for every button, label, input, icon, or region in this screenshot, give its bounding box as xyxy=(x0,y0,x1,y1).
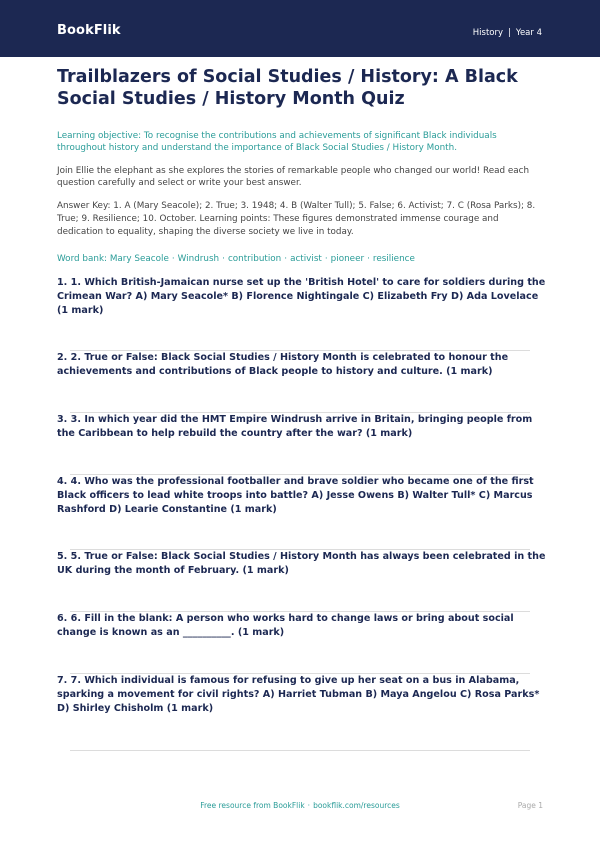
intro-text: Join Ellie the elephant as she explores the stories of remarkable people who changed our world! Read each question carefully and select or write your best answer. xyxy=(57,166,530,188)
word-bank-item: resilience xyxy=(372,254,415,264)
word-bank-item: pioneer xyxy=(330,254,365,264)
page-footer xyxy=(0,801,600,815)
meta-separator: | xyxy=(508,28,511,38)
question-1: 1. 1. Which British-Jamaican nurse set up the 'British Hotel' to care for soldiers during the Crimean War? A) Mary Seacole* B) Florence Nightingale C) Elizabeth Fry D) Ada Lovelace (1 mark) xyxy=(57,277,546,316)
footer-link[interactable]: bookflik.com/resources xyxy=(313,801,400,810)
question-2: 2. 2. True or False: Black Social Studies / History Month is celebrated to honour the achievements and contributions of Black people to history and culture. (1 mark) xyxy=(57,352,509,377)
answer-key: Answer Key: 1. A (Mary Seacole); 2. True; 3. 1948; 4. B (Walter Tull); 5. False; 6. Activist; 7. C (Rosa Parks); 8. True; 9. Resilience; 10. October. Learning points: These figures demonstrated immense courage and dedication to equality, shaping the diverse society we live in today. xyxy=(57,201,536,237)
word-bank-label: Word bank: xyxy=(57,254,108,264)
word-bank xyxy=(57,253,547,265)
word-bank-item: Mary Seacole xyxy=(109,254,169,264)
question-5: 5. 5. True or False: Black Social Studies / History Month has always been celebrated in the UK during the month of February. (1 mark) xyxy=(57,551,546,576)
page-header xyxy=(0,0,600,57)
document-intro xyxy=(57,66,547,265)
word-bank-item: contribution xyxy=(227,254,282,264)
word-bank-item: Windrush xyxy=(177,254,220,264)
word-separator: · xyxy=(222,254,225,264)
page-number: Page 1 xyxy=(517,801,543,810)
year-label: Year 4 xyxy=(515,28,542,38)
page-title: Trailblazers of Social Studies / History: A Black Social Studies / History Month Quiz xyxy=(57,67,518,109)
brand-logo-text[interactable]: BookFlik xyxy=(57,23,121,38)
word-separator: · xyxy=(171,254,175,264)
word-separator: · xyxy=(324,254,328,264)
word-bank-item: activist xyxy=(290,254,322,264)
footer-credit-text: Free resource from BookFlik xyxy=(200,801,305,810)
footer-credit xyxy=(0,801,600,810)
learning-objective: Learning objective: To recognise the contributions and achievements of significant Black individuals throughout history and understand the importance of Black Social Studies / History Month. xyxy=(57,131,497,153)
footer-separator: · xyxy=(307,801,311,810)
question-3: 3. 3. In which year did the HMT Empire Windrush arrive in Britain, bringing people from the Caribbean to help rebuild the country after the war? (1 mark) xyxy=(57,414,533,439)
subject-label: History xyxy=(472,28,504,38)
header-meta xyxy=(473,28,542,38)
answer-line[interactable] xyxy=(70,750,530,751)
word-separator: · xyxy=(367,254,370,264)
question-7: 7. 7. Which individual is famous for refusing to give up her seat on a bus in Alabama, sparking a movement for civil rights? A) Harriet Tubman B) Maya Angelou C) Rosa Parks* D) Shirley Chisholm (1 mark) xyxy=(57,675,540,714)
question-4: 4. 4. Who was the professional footballer and brave soldier who became one of the first Black officers to lead white troops into battle? A) Jesse Owens B) Walter Tull* C) Marcus Rashford D) Learie Constantine (1 mark) xyxy=(57,476,534,515)
question-6: 6. 6. Fill in the blank: A person who works hard to change laws or bring about social change is known as an __________. (1 mark) xyxy=(57,613,514,638)
word-separator: · xyxy=(284,254,288,264)
